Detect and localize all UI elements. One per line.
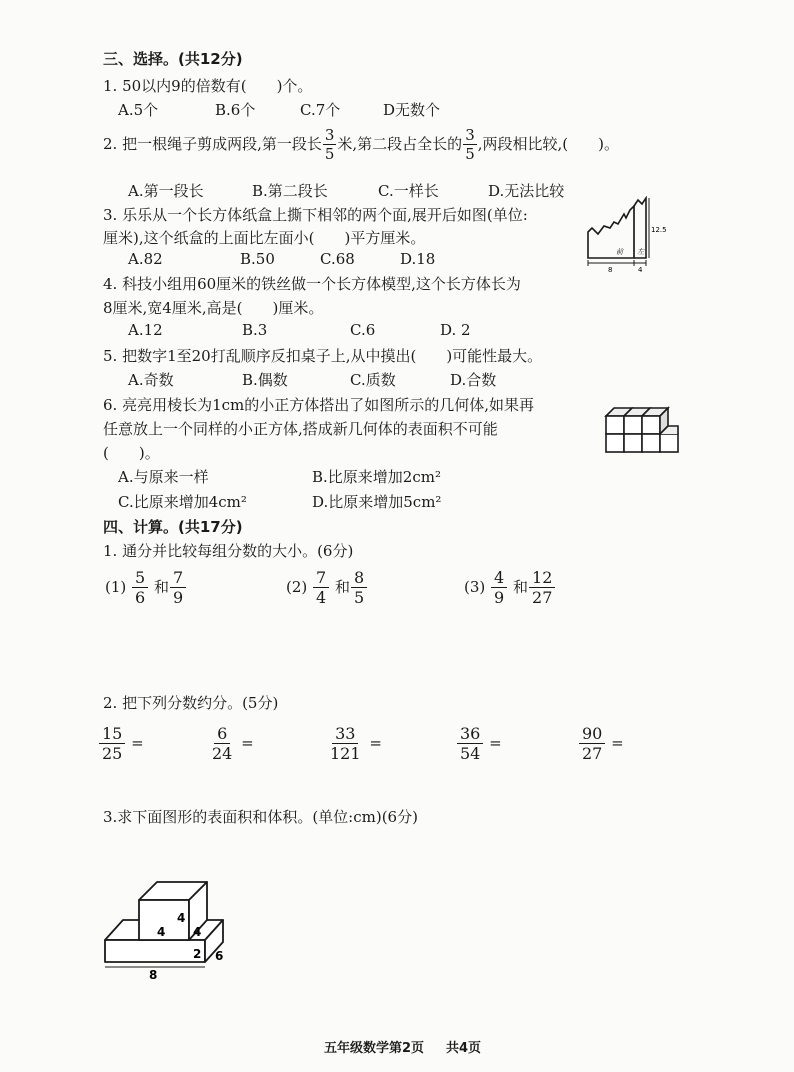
q2-option-c: C.一样长: [378, 182, 439, 200]
q3-option-c: C.68: [320, 250, 355, 268]
width-4-label: 4: [638, 266, 643, 274]
q6-line-2: 任意放上一个同样的小正方体,搭成新几何体的表面积不可能: [103, 420, 498, 438]
q1-option-b: B.6个: [215, 101, 256, 119]
q3-line-1: 3. 乐乐从一个长方体纸盒上撕下相邻的两个面,展开后如图(单位:: [103, 206, 528, 224]
c3-solid-figure: [95, 858, 255, 980]
q2-text: 2. 把一根绳子剪成两段,第一段长 $\frac{3}{5}$ 米,第二段占全长的 $\frac{3}{5}$ ,两段相比较,( )。: [103, 126, 619, 163]
footer-total-pages: 共4页: [446, 1041, 482, 1056]
q6-line-3: ( )。: [103, 444, 160, 462]
q3-option-b: B.50: [240, 250, 275, 268]
q2-option-a: A.第一段长: [128, 182, 204, 200]
q5-option-b: B.偶数: [242, 371, 288, 389]
left-label: 左: [637, 248, 644, 256]
c1-item-3: (3) $\frac{4}{9}$ 和 $\frac{12}{27}$: [464, 570, 556, 606]
c1-item-2: (2) $\frac{7}{4}$ 和 $\frac{8}{5}$: [286, 570, 368, 606]
c2-title: 2. 把下列分数约分。(5分): [103, 694, 279, 712]
q4-option-a: A.12: [128, 321, 163, 339]
height-label: 12.5: [651, 226, 667, 234]
c3-title: 3.求下面图形的表面积和体积。(单位:cm)(6分): [103, 808, 418, 826]
q1-option-a: A.5个: [118, 101, 159, 119]
q6-option-c: C.比原来增加4cm²: [118, 493, 247, 511]
base-depth-label: 6: [215, 949, 224, 963]
q3-line-2: 厘米),这个纸盒的上面比左面小( )平方厘米。: [103, 229, 426, 247]
base-length-label: 8: [149, 968, 158, 980]
c1-title: 1. 通分并比较每组分数的大小。(6分): [103, 542, 354, 560]
q4-option-b: B.3: [242, 321, 268, 339]
c2-item-2: $\frac{6}{24}$ =: [212, 724, 254, 763]
c2-item-1: $\frac{15}{25}$ =: [98, 726, 144, 762]
section-4-title: 四、计算。(共17分): [103, 518, 243, 536]
q1-option-d: D无数个: [383, 101, 441, 119]
q6-option-d: D.比原来增加5cm²: [312, 493, 442, 511]
q4-option-d: D. 2: [440, 321, 471, 339]
q3-option-a: A.82: [128, 250, 163, 268]
cube-width-label: 4: [157, 925, 166, 939]
c2-item-5: $\frac{90}{27}$ =: [578, 726, 624, 762]
q1-text: 1. 50以内9的倍数有( )个。: [103, 77, 313, 95]
footer-page-number: 五年级数学第2页: [324, 1041, 425, 1056]
q5-option-a: A.奇数: [128, 371, 174, 389]
q3-net-figure: [582, 196, 672, 278]
base-front-face: [105, 940, 205, 962]
c2-item-3: $\frac{33}{121}$ =: [330, 724, 382, 763]
q2-option-b: B.第二段长: [252, 182, 328, 200]
base-height-label: 2: [193, 947, 202, 961]
q6-option-b: B.比原来增加2cm²: [312, 468, 441, 486]
q6-option-a: A.与原来一样: [118, 468, 209, 486]
front-label: 前: [616, 248, 623, 256]
width-8-label: 8: [608, 266, 613, 274]
q2-fraction-2: $\frac{3}{5}$: [465, 126, 475, 163]
section-3-title: 三、选择。(共12分): [103, 50, 243, 68]
q5-option-c: C.质数: [350, 371, 396, 389]
cube-depth-label: 4: [193, 925, 202, 939]
q2-fraction-1: $\frac{3}{5}$: [324, 126, 335, 163]
c1-item-1: (1) $\frac{5}{6}$ 和 $\frac{7}{9}$: [105, 570, 187, 606]
c2-item-4: $\frac{36}{54}$ =: [456, 726, 502, 762]
q5-option-d: D.合数: [450, 371, 497, 389]
q4-line-1: 4. 科技小组用60厘米的铁丝做一个长方体模型,这个长方体长为: [103, 275, 521, 293]
q6-line-1: 6. 亮亮用棱长为1cm的小正方体搭出了如图所示的几何体,如果再: [103, 396, 535, 414]
q5-text: 5. 把数字1至20打乱顺序反扣桌子上,从中摸出( )可能性最大。: [103, 347, 543, 365]
cube-height-label: 4: [177, 911, 186, 925]
q1-option-c: C.7个: [300, 101, 341, 119]
q2-option-d: D.无法比较: [488, 182, 565, 200]
front-face: [588, 206, 634, 258]
q6-cube-figure: [602, 400, 682, 464]
q3-option-d: D.18: [400, 250, 436, 268]
q4-option-c: C.6: [350, 321, 376, 339]
q4-line-2: 8厘米,宽4厘米,高是( )厘米。: [103, 299, 324, 317]
